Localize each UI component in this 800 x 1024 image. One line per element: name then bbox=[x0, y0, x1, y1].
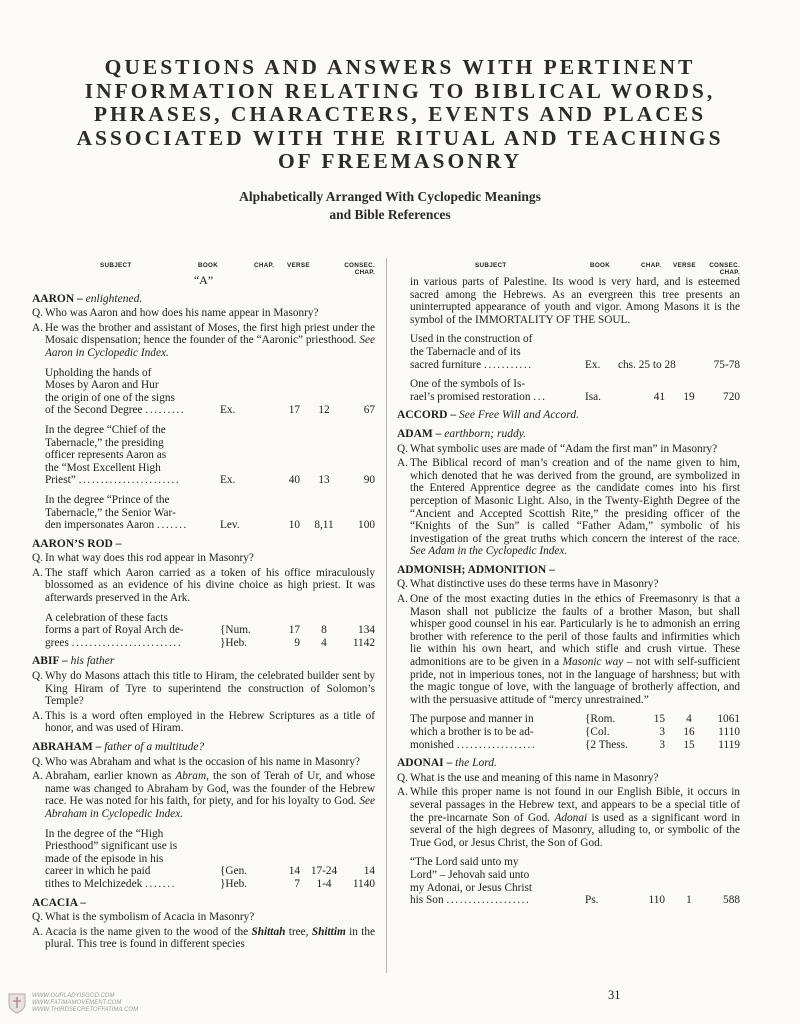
ref-book: {2 Thess. bbox=[585, 738, 628, 751]
bible-reference bbox=[410, 378, 740, 403]
ref-book: Ex. bbox=[585, 358, 601, 371]
ref-line: Moses by Aaron and Hur bbox=[45, 379, 159, 392]
title-line: OF FREEMASONRY bbox=[277, 149, 523, 173]
answer-italic: Masonic way bbox=[562, 656, 624, 669]
entry-adonai-heading bbox=[397, 757, 740, 770]
see-reference: See Free Will and Accord. bbox=[458, 409, 579, 422]
ref-line: “The Lord said unto my bbox=[410, 856, 519, 869]
ref-verse: 12 bbox=[318, 404, 330, 417]
watermark-url[interactable]: WWW.OURLADYISGOD.COM bbox=[32, 992, 115, 999]
ref-book: }Heb. bbox=[220, 636, 248, 649]
subtitle bbox=[100, 188, 680, 224]
question-text: Who was Abraham and what is the occasion of his name in Masonry? bbox=[45, 755, 360, 768]
see-reference: See Aaron in Cyclopedic Index. bbox=[45, 334, 375, 359]
a-label: A. bbox=[32, 566, 43, 579]
ref-line: In the degree of the “High bbox=[45, 827, 164, 840]
title-line: PHRASES, CHARACTERS, EVENTS AND PLACES bbox=[93, 102, 707, 126]
a-label: A. bbox=[32, 770, 43, 783]
question-text: What is the use and meaning of this name in Masonry? bbox=[410, 771, 659, 784]
a-label: A. bbox=[397, 786, 408, 799]
left-column bbox=[32, 258, 375, 978]
ref-line: Upholding the hands of bbox=[45, 366, 152, 379]
header-consec bbox=[344, 262, 375, 276]
watermark-url[interactable]: WWW.THIRDSECRETOFFATIMA.COM bbox=[32, 1006, 139, 1013]
ref-line: sacred furniture bbox=[410, 358, 482, 371]
ref-book: Ps. bbox=[585, 894, 599, 907]
ref-chap: 3 bbox=[659, 726, 665, 738]
watermark-url[interactable]: WWW.FATIMAMOVEMENT.COM bbox=[32, 999, 122, 1006]
entry-meaning: the Lord. bbox=[455, 757, 497, 770]
ref-verse: 1 bbox=[686, 894, 692, 907]
ref-line: In the degree “Prince of the bbox=[45, 493, 170, 506]
ref-book: Lev. bbox=[220, 519, 240, 532]
see-reference: See Abraham in Cyclopedic Index. bbox=[45, 795, 375, 820]
question-text: In what way does this rod appear in Masonry? bbox=[45, 552, 254, 565]
header-book: BOOK bbox=[198, 262, 219, 269]
ref-line: career in which he paid bbox=[45, 865, 151, 878]
entry-acacia-heading bbox=[32, 897, 375, 910]
column-header bbox=[397, 258, 740, 280]
answer-text: This is a word often employed in the Hebrew Scriptures as a title of honor, and was used of Hiram. bbox=[45, 709, 375, 735]
ref-chap: 7 bbox=[294, 877, 300, 890]
answer-text: While this proper name is not found in our English Bible, it occurs in several passages in the Hebrew text, and appears to be a special title of the pre-incarnate Son of God. bbox=[410, 786, 740, 824]
entry-term: ADONAI bbox=[397, 757, 444, 770]
title-line: QUESTIONS AND ANSWERS WITH PERTINENT bbox=[104, 55, 696, 79]
ref-verse: 8,11 bbox=[314, 519, 334, 532]
ref-line: the Tabernacle and of its bbox=[410, 345, 521, 358]
ref-line: grees bbox=[45, 636, 69, 649]
a-label: A. bbox=[32, 925, 43, 938]
q-label: Q. bbox=[397, 578, 408, 591]
ref-verse: 4 bbox=[686, 713, 692, 726]
ref-line: Priesthood” significant use is bbox=[45, 840, 178, 853]
page-title bbox=[20, 56, 780, 174]
ref-line: den impersonates Aaron bbox=[45, 519, 155, 532]
header-consec bbox=[709, 262, 740, 276]
header-subject: SUBJECT bbox=[100, 262, 132, 269]
ref-consec: 1142 bbox=[352, 636, 375, 649]
q-label: Q. bbox=[32, 552, 43, 565]
header-book: BOOK bbox=[590, 262, 611, 269]
subtitle-line: and Bible References bbox=[329, 207, 451, 222]
question-text: Who was Aaron and how does his name appear in Masonry? bbox=[45, 307, 319, 320]
ref-chap: 40 bbox=[288, 474, 300, 487]
question-text: What symbolic uses are made of “Adam the first man” in Masonry? bbox=[410, 442, 718, 455]
ref-line: In the degree “Chief of the bbox=[45, 423, 166, 436]
ref-consec: 1061 bbox=[717, 713, 740, 726]
header-chap: CHAP. bbox=[641, 262, 662, 269]
answer bbox=[32, 567, 375, 605]
ref-verse: 16 bbox=[683, 726, 695, 738]
q-label: Q. bbox=[32, 755, 43, 768]
dash: – bbox=[77, 292, 83, 305]
ref-line: of the Second Degree bbox=[45, 404, 143, 417]
bible-reference bbox=[45, 424, 375, 487]
q-label: Q. bbox=[32, 670, 43, 683]
ref-verse: 4 bbox=[321, 636, 327, 649]
header-consec-1: CONSEC. bbox=[709, 262, 740, 269]
ref-line: A celebration of these facts bbox=[45, 611, 168, 624]
bible-reference bbox=[45, 828, 375, 891]
ref-line: officer represents Aaron as bbox=[45, 449, 167, 462]
subtitle-line: Alphabetically Arranged With Cyclopedic Meanings bbox=[239, 189, 541, 204]
ref-book: Ex. bbox=[220, 404, 236, 417]
answer bbox=[397, 786, 740, 849]
ref-chap: 15 bbox=[653, 713, 665, 726]
bible-reference bbox=[410, 333, 740, 371]
ref-chap: 110 bbox=[648, 894, 665, 907]
entry-term: ABRAHAM bbox=[32, 741, 93, 753]
acacia-continuation: in various parts of Palestine. Its wood is very hard, and is esteemed sacred among the Hebrews. As an evergreen this tree presents an uninterrupted appearance of youth and vigor. Among Masons it is the symbol of the IMMORTALITY OF THE SOUL. bbox=[410, 276, 740, 326]
answer bbox=[32, 322, 375, 360]
answer bbox=[397, 457, 740, 558]
ref-line: One of the symbols of Is- bbox=[410, 378, 526, 391]
question bbox=[32, 552, 375, 565]
ref-consec: 1119 bbox=[718, 738, 740, 751]
ref-line: Tabernacle,” the Senior War- bbox=[45, 506, 176, 519]
ref-consec: 67 bbox=[363, 404, 375, 417]
question-text: What distinctive uses do these terms have in Masonry? bbox=[410, 578, 659, 591]
answer-text: the son of Terah of Ur, and whose name was changed to Abraham by God, was the founder of the Hebrew race. He was noted for his faith, for piety, and for his loyalty to God. bbox=[45, 770, 375, 808]
header-verse: VERSE bbox=[673, 262, 696, 269]
ref-consec: 75-78 bbox=[713, 358, 740, 371]
entry-aaron-heading bbox=[32, 293, 375, 306]
entry-abif-heading bbox=[32, 655, 375, 668]
header-consec-1: CONSEC. bbox=[344, 262, 375, 269]
leader-dots: ....... bbox=[145, 877, 177, 890]
ref-line: Used in the construction of bbox=[410, 333, 533, 346]
ref-verse: 19 bbox=[683, 390, 695, 403]
ref-line: his Son bbox=[410, 894, 444, 907]
entry-aarons-rod-heading bbox=[32, 538, 375, 551]
q-label: Q. bbox=[397, 771, 408, 784]
ref-consec: 1110 bbox=[718, 726, 740, 738]
answer-text: The Biblical record of man’s creation and of the name given to him, which denoted that he was derived from the ground, are symbolized in the Entered Apprentice degree as the candidate comes into his first perception of Masonic Light. Also, in the Twenty-Eighth Degree of the “Ancient and Accepted Scottish Rite,” the presiding officer of the “Knights of the Sun” is called “Father Adam,” symbolic of his investigation of the great truths which concern the interest of the race. bbox=[410, 457, 740, 545]
entry-meaning: earthborn; ruddy. bbox=[444, 427, 527, 440]
ref-verse: 15 bbox=[683, 738, 695, 751]
q-label: Q. bbox=[32, 307, 43, 320]
ref-chap: 17 bbox=[288, 624, 300, 637]
answer-text: The staff which Aaron carried as a token of his office miraculously blossomed as an evidence of his divine choice as high priest. It was afterwards preserved in the Ark. bbox=[45, 566, 375, 605]
bible-reference bbox=[410, 856, 740, 906]
header-consec-2: CHAP. bbox=[354, 269, 375, 276]
bible-reference bbox=[45, 367, 375, 417]
ref-line: tithes to Melchizedek bbox=[45, 877, 143, 890]
ref-line: Priest” bbox=[45, 474, 76, 487]
title-line: ASSOCIATED WITH THE RITUAL AND TEACHINGS bbox=[76, 125, 724, 150]
leader-dots: ......................... bbox=[71, 636, 183, 649]
dash: – bbox=[450, 409, 457, 422]
answer-text: One of the most exacting duties in the ethics of Freemasonry is that a Mason shall not publicize the faults of a brother Mason, but shall whisper good counsel in his ear. Particularly is he to admonish an erring brother with reference to the peril of those faults and infirmities which lie within his own heart, and which stifle and crush virtue. These admonitions are to be given in a bbox=[410, 593, 740, 669]
leader-dots: ......... bbox=[145, 404, 186, 417]
ref-line: Tabernacle,” the presiding bbox=[45, 436, 164, 449]
entry-term: ACACIA – bbox=[32, 896, 86, 909]
entry-term: ADMONISH; ADMONITION – bbox=[397, 563, 555, 576]
ref-chap: chs. 25 to 28 bbox=[618, 358, 676, 371]
ref-chap: 9 bbox=[294, 636, 300, 649]
ref-verse: 8 bbox=[321, 624, 327, 637]
ref-book: Ex. bbox=[220, 474, 236, 487]
dash: – bbox=[61, 655, 68, 668]
answer-text: tree, bbox=[288, 925, 309, 938]
a-label: A. bbox=[32, 709, 43, 722]
ref-line: The purpose and manner in bbox=[410, 713, 534, 726]
answer bbox=[397, 593, 740, 706]
ref-line: the origin of one of the signs bbox=[45, 391, 175, 404]
answer-text: Acacia is the name given to the wood of the bbox=[45, 925, 249, 938]
ref-book: }Heb. bbox=[220, 877, 248, 890]
ref-consec: 588 bbox=[723, 894, 740, 907]
entry-meaning: enlightened. bbox=[85, 292, 143, 305]
question bbox=[32, 670, 375, 708]
leader-dots: ... bbox=[533, 390, 547, 403]
answer-italic: Adonai bbox=[554, 811, 588, 824]
ref-line: monished bbox=[410, 738, 454, 751]
answer-text: – not with self-sufficient pride, not in imperious tones, not in the language of harshness; but with the magic tongue of love, with the language of brotherly affection, and with the persuasive attitude of “mercy unrestrained.” bbox=[410, 656, 740, 706]
ref-chap: 17 bbox=[288, 404, 300, 417]
ref-consec: 90 bbox=[363, 474, 375, 487]
question bbox=[32, 307, 375, 320]
question-text: Why do Masons attach this title to Hiram, the celebrated builder sent by King Hiram of Tyre to superintend the construction of Solomon’s Temple? bbox=[45, 670, 375, 708]
ref-line: which a brother is to be ad- bbox=[410, 726, 534, 738]
question bbox=[32, 756, 375, 769]
answer-italic: Abram, bbox=[175, 770, 209, 783]
question bbox=[397, 443, 740, 456]
header-chap: CHAP. bbox=[254, 262, 275, 269]
bible-reference bbox=[410, 713, 740, 751]
leader-dots: ....... bbox=[157, 519, 188, 532]
header-verse: VERSE bbox=[287, 262, 310, 269]
ref-book: {Rom. bbox=[585, 713, 616, 726]
answer bbox=[32, 770, 375, 820]
answer-italic: Shittah bbox=[251, 925, 286, 938]
title-line: INFORMATION RELATING TO BIBLICAL WORDS, bbox=[84, 78, 716, 103]
header-subject: SUBJECT bbox=[475, 262, 507, 269]
entry-admonish-heading bbox=[397, 564, 740, 577]
entry-meaning: father of a multitude? bbox=[104, 741, 205, 753]
answer-text: He was the brother and assistant of Moses, the first high priest under the Mosaic dispensation; hence the founder of the “Aaronic” priesthood. bbox=[45, 321, 375, 347]
ref-book: {Num. bbox=[220, 624, 251, 637]
section-letter: “A” bbox=[193, 273, 214, 287]
answer-text: in the plural. This tree is found in different species bbox=[45, 925, 376, 951]
answer-text: Abraham, earlier known as bbox=[45, 770, 172, 783]
a-label: A. bbox=[32, 321, 43, 334]
right-column bbox=[397, 258, 741, 907]
entry-abraham-heading bbox=[32, 741, 375, 754]
answer-text: is used as a significant word in several of the high degrees of Masonry, alluding to, or symbolic of the True God, or Jesus Christ, the Son of God. bbox=[410, 811, 741, 849]
bible-reference bbox=[45, 494, 375, 532]
entry-accord-heading bbox=[397, 409, 740, 422]
ref-book: {Gen. bbox=[220, 865, 248, 878]
ref-line: the “Most Excellent High bbox=[45, 461, 161, 474]
ref-consec: 134 bbox=[358, 624, 375, 637]
see-reference: See Adam in the Cyclopedic Index. bbox=[410, 545, 568, 558]
entry-term: AARON bbox=[32, 292, 75, 305]
ref-line: Lord” – Jehovah said unto bbox=[410, 868, 530, 881]
ref-consec: 100 bbox=[358, 519, 375, 532]
ref-chap: 14 bbox=[288, 865, 300, 878]
ref-chap: 3 bbox=[659, 738, 665, 751]
ref-line: made of the episode in his bbox=[45, 852, 164, 865]
q-label: Q. bbox=[32, 911, 43, 924]
ref-consec: 1140 bbox=[352, 877, 375, 890]
q-label: Q. bbox=[397, 442, 408, 455]
leader-dots: ........... bbox=[484, 358, 533, 371]
question bbox=[397, 772, 740, 785]
dash: – bbox=[435, 427, 442, 440]
ref-verse: 13 bbox=[318, 474, 330, 487]
entry-meaning: his father bbox=[70, 655, 115, 668]
a-label: A. bbox=[397, 593, 408, 606]
ref-book: {Col. bbox=[585, 726, 610, 738]
question bbox=[397, 578, 740, 591]
answer-italic: Shittim bbox=[311, 925, 346, 938]
ref-verse: 1-4 bbox=[316, 877, 332, 890]
question bbox=[32, 911, 375, 924]
ref-consec: 720 bbox=[723, 390, 740, 403]
ref-chap: 41 bbox=[653, 390, 665, 403]
leader-dots: ....................... bbox=[78, 474, 181, 487]
page-number: 31 bbox=[608, 988, 621, 1002]
question-text: What is the symbolism of Acacia in Masonry? bbox=[45, 911, 255, 924]
answer bbox=[32, 710, 375, 735]
ref-verse: 17-24 bbox=[310, 865, 338, 878]
ref-consec: 14 bbox=[363, 865, 375, 878]
leader-dots: .................. bbox=[456, 738, 537, 751]
ref-line: my Adonai, or Jesus Christ bbox=[410, 881, 533, 894]
column-header bbox=[32, 258, 375, 280]
a-label: A. bbox=[397, 457, 408, 470]
entry-term: ACCORD bbox=[397, 409, 448, 422]
dash: – bbox=[95, 741, 102, 753]
ref-line: forms a part of Royal Arch de- bbox=[45, 624, 184, 637]
entry-term: ADAM bbox=[397, 427, 433, 440]
bible-reference bbox=[45, 612, 375, 650]
leader-dots: ................... bbox=[446, 894, 531, 907]
answer bbox=[32, 926, 375, 951]
header-consec-2: CHAP. bbox=[719, 269, 740, 276]
ref-book: Isa. bbox=[585, 390, 601, 403]
shield-logo-icon bbox=[6, 992, 28, 1014]
ref-line: rael’s promised restoration bbox=[410, 390, 531, 403]
entry-term: AARON’S ROD – bbox=[32, 537, 122, 550]
column-divider bbox=[386, 258, 387, 973]
watermark bbox=[6, 992, 138, 1014]
dash: – bbox=[446, 757, 453, 770]
entry-term: ABIF bbox=[32, 655, 60, 668]
entry-adam-heading bbox=[397, 428, 740, 441]
ref-chap: 10 bbox=[288, 519, 300, 532]
